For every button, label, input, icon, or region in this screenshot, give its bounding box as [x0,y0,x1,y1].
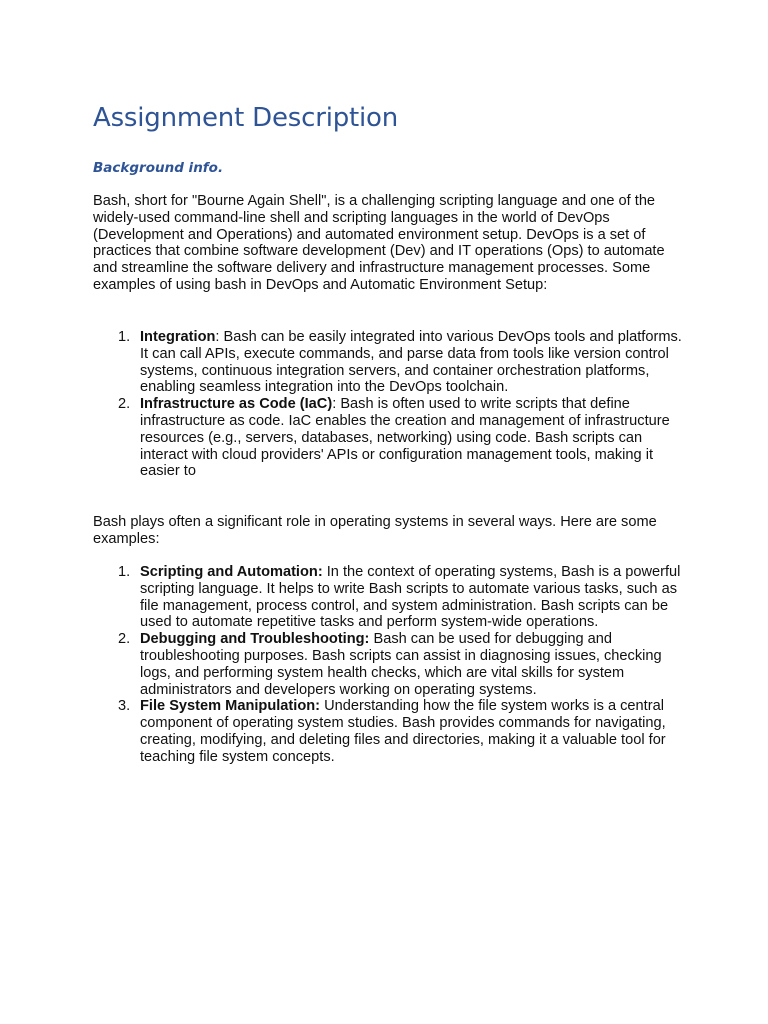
list-item [93,631,683,698]
list-item-number: 1. [118,329,131,345]
os-examples-list [93,564,683,766]
list-item-number: 1. [118,564,131,580]
list-item-number: 2. [118,631,131,648]
list-item-text: Bash is often used to write scripts that define infrastructure as code. IaC enables the creation and management of infrastructure resources (e.g., servers, databases, networking) using code. Bash scripts can interact with cloud providers' APIs or configuration management tools, making it easier to [140,396,670,480]
list-item-separator: : [215,329,220,345]
document-title: Assignment Description [93,103,399,133]
os-intro-text: Bash plays often a significant role in operating systems in several ways. Here are some examples: [93,514,657,547]
section-subtitle: Background info. [93,160,224,176]
list-item-term: Debugging and Troubleshooting: [140,631,370,648]
os-intro-paragraph [93,514,683,548]
list-item [93,396,683,480]
list-item-text: Bash can be used for debugging and troubleshooting purposes. Bash scripts can assist in diagnosing issues, checking logs, and performing system health checks, which are vital skills for system administrators and developers working on operating systems. [140,631,662,698]
intro-paragraph [93,193,683,294]
list-item-number: 3. [118,698,131,715]
list-item-term: Scripting and Automation: [140,564,323,580]
list-item-separator: : [332,396,337,413]
list-item-term: Integration [140,329,216,345]
list-item-number: 2. [118,396,131,413]
list-item [93,564,683,631]
list-item-term: File System Manipulation: [140,698,321,715]
devops-examples-list [93,329,683,480]
list-item-term: Infrastructure as Code (IaC) [140,396,333,413]
intro-text: Bash, short for "Bourne Again Shell", is a challenging scripting language and one of the widely-used command-line shell and scripting languages in the world of DevOps (Development and Operations) and automated environment setup. DevOps is a set of practices that combine software development (Dev) and IT operations (Ops) to automate and streamline the software delivery and infrastructure management processes. Some examples of using bash in DevOps and Automatic Environment Setup: [93,193,665,293]
list-item [93,698,683,765]
list-item [93,329,683,396]
list-item-text: Bash can be easily integrated into various DevOps tools and platforms. It can call APIs, execute commands, and parse data from tools like version control systems, continuous integration servers, and container orchestration platforms, enabling seamless integration into the DevOps toolchain. [140,329,682,396]
list-item-text: In the context of operating systems, Bash is a powerful scripting language. It helps to write Bash scripts to automate various tasks, such as file management, process control, and system administration. Bash scripts can be used to automate repetitive tasks and perform system-wide operations. [140,564,681,631]
list-item-text: Understanding how the file system works is a central component of operating system studies. Bash provides commands for navigating, creating, modifying, and deleting files and directories, making it a valuable tool for teaching file system concepts. [140,698,666,765]
